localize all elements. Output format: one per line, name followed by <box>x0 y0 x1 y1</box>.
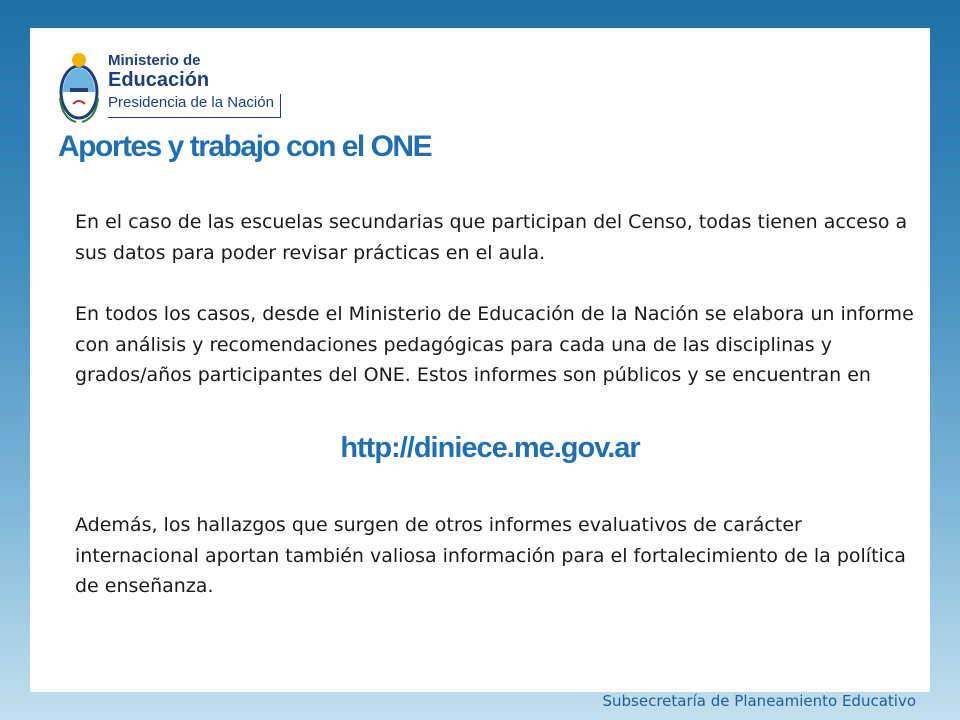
paragraph-informes: En todos los casos, desde el Ministerio de Educación de la Nación se elabora un informe con análisis y recomendaciones pedagógicas para cada una de las disciplinas y grados/años participantes del ONE. Estos informes son públicos y se encuentran en <box>75 303 914 386</box>
logo-line-presidencia: Presidencia de la Nación <box>108 94 281 118</box>
footer-subsecretaria: Subsecretaría de Planeamiento Educativo <box>602 692 916 710</box>
paragraph-censo: En el caso de las escuelas secundarias que participan del Censo, todas tienen acceso a sus datos para poder revisar prácticas en el aula. <box>75 211 908 264</box>
ministry-logo <box>56 48 296 126</box>
diniece-link[interactable]: http://diniece.me.gov.ar <box>340 432 640 464</box>
logo-line-ministerio: Ministerio de <box>108 52 201 69</box>
paragraph-hallazgos: Además, los hallazgos que surgen de otros informes evaluativos de carácter internacional aportan también valiosa información para el fortalecimiento de la política de enseñanza. <box>75 514 906 597</box>
national-seal-icon <box>56 48 102 126</box>
slide-title: Aportes y trabajo con el ONE <box>58 130 432 163</box>
logo-line-educacion: Educación <box>108 69 210 91</box>
